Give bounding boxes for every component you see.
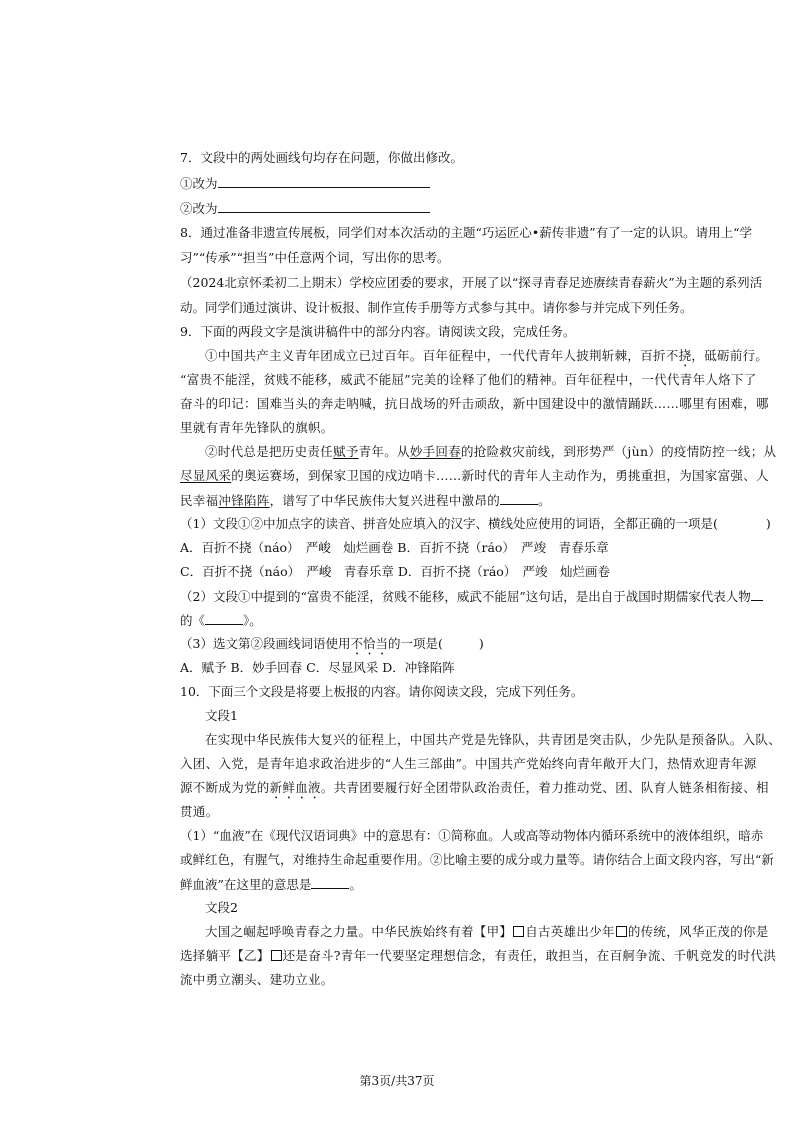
q9-s1-stem — [180, 516, 771, 532]
q10-s1-line-3 — [180, 876, 362, 893]
q10-text1-line-4: 贯通。 — [180, 804, 219, 819]
q9-s2-blank-1[interactable] — [751, 588, 763, 601]
punctuation-box[interactable] — [616, 926, 627, 937]
q10-text1-line-1: 在实现中华民族伟大复兴的征程上，中国共产党是先锋队，共青团是突击队，少先队是预备队。入队、 — [205, 732, 782, 747]
dotted-char: 挠 — [678, 348, 692, 363]
text-run: （1）文段①②中加点字的读音、拼音处应填入的汉字、横线处应使用的词语，全都正确的一项是( — [180, 516, 718, 531]
text-run: ) — [478, 636, 484, 651]
q9-s1-options-cd: C．百折不挠（náo） 严峻 青春乐章 D．百折不挠（ráo） 严竣 灿烂画卷 — [180, 564, 611, 579]
dotted-word: 新鲜血液 — [269, 780, 321, 795]
text-run: 选择躺平【乙】 — [180, 948, 270, 963]
text-run: 源不断成为党的 — [180, 780, 270, 795]
text-run: 》。 — [243, 613, 262, 628]
text-run: 民幸福 — [180, 493, 219, 508]
text-run: （3）选文第②段画线词语使用 — [180, 636, 351, 651]
q7-fix-1 — [180, 175, 430, 192]
q10-text2-line-1 — [205, 924, 769, 940]
q10-stem: 10．下面三个文段是将要上板报的内容。请你阅读文段，完成下列任务。 — [180, 684, 584, 699]
q7-fix-2-label: ②改为 — [180, 201, 218, 216]
underlined-word: 赋予 — [333, 444, 359, 459]
text-run: 的奥运赛场，到保家卫国的戍边哨卡……新时代的青年人主动作为，勇挑重担，为国家富强、人 — [231, 468, 769, 483]
q10-text2-line-3: 流中勇立潮头、建功立业。 — [180, 972, 334, 987]
text-run: 自古英雄出少年 — [525, 924, 615, 939]
text-run: 的一项是( — [387, 636, 443, 651]
text-run: 大国之崛起呼唤青春之力量。中华民族始终有着【甲】 — [205, 924, 513, 939]
text-run: 的传统，风华正茂的你是 — [627, 924, 769, 939]
q9-p2-line-3 — [180, 492, 551, 509]
q10-text1-line-3 — [180, 780, 769, 802]
q9-s2-blank-2[interactable] — [205, 612, 243, 625]
text-run: 青年。从 — [358, 444, 410, 459]
punctuation-box[interactable] — [271, 950, 282, 961]
q8-line-2: 习”“传承”“担当”中任意两个词，写出你的思考。 — [180, 250, 450, 265]
text-run: 鲜血液”在这里的意思是 — [180, 877, 312, 892]
text-run: ①中国共产主义青年团成立已过百年。百年征程中，一代代青年人披荆斩棘，百折不 — [205, 348, 679, 363]
q9-s3-options: A．赋予 B．妙手回春 C．尽显风采 D．冲锋陷阵 — [180, 660, 455, 675]
q9-s3-stem — [180, 636, 484, 658]
text-run: ②时代总是把历史责任 — [205, 444, 334, 459]
q9-p1-line-3: 奋斗的印记：国难当头的奔走呐喊，抗日战场的歼击顽敌，新中国建设中的激情踊跃……哪里有困难，哪 — [180, 396, 769, 411]
q10-text1-title: 文段1 — [205, 708, 238, 723]
q7-fix-1-blank[interactable] — [218, 175, 430, 188]
q9-p2-blank[interactable] — [500, 492, 538, 505]
page-footer: 第3页/共37页 — [359, 1074, 435, 1088]
text-run: ，砥砺前行。 — [691, 348, 769, 363]
intro-line-1: （2024北京怀柔初二上期末）学校应团委的要求，开展了以“探寻青春足迹赓续青春薪火”为主题的系列活 — [180, 275, 763, 290]
text-run: 。 — [538, 493, 551, 508]
q7-fix-2 — [180, 200, 430, 217]
underlined-word: 尽显风采 — [180, 468, 232, 483]
q10-text2-title: 文段2 — [205, 900, 238, 915]
q10-s1-blank[interactable] — [311, 876, 349, 889]
q9-s1-options-ab: A．百折不挠（náo） 严峻 灿烂画卷 B．百折不挠（ráo） 严竣 青春乐章 — [180, 540, 609, 555]
q9-stem: 9．下面的两段文字是演讲稿件中的部分内容。请阅读文段，完成任务。 — [180, 324, 576, 339]
q7-fix-2-blank[interactable] — [218, 200, 430, 213]
text-run: ，谱写了中华民族伟大复兴进程中激昂的 — [269, 493, 501, 508]
q10-text2-line-2 — [180, 948, 776, 964]
dotted-word: 不恰当 — [350, 636, 388, 651]
q7-fix-1-label: ①改为 — [180, 176, 218, 191]
text-run: 。 — [349, 877, 362, 892]
q10-text1-line-2: 入团、入党，是青年追求政治进步的“人生三部曲”。中国共产党始终向青年敞开大门，热情欢迎青年源 — [180, 756, 757, 771]
text-run: （2）文段①中提到的“富贵不能淫，贫贱不能移，威武不能屈”这句话，是出自于战国时期儒家代表人物 — [180, 589, 751, 604]
text-run: 还是奋斗?青年一代要坚定理想信念，有责任，敢担当，在百舸争流、千帆竞发的时代洪 — [282, 948, 777, 963]
text-run: ) — [765, 516, 771, 531]
punctuation-box[interactable] — [513, 926, 524, 937]
text-run: 的抢险救灾前线，到形势严（jùn）的疫情防控一线；从 — [461, 444, 777, 459]
intro-line-2: 动。同学们通过演讲、设计板报、制作宣传手册等方式参与其中。请你参与并完成下列任务。 — [180, 300, 693, 315]
q9-s2-line-2 — [180, 612, 262, 629]
q8-line-1: 8．通过准备非遗宣传展板，同学们对本次活动的主题“巧运匠心•薪传非遗”有了一定的认识。请用上“学 — [180, 225, 752, 240]
q10-s1-line-1: （1）“血液”在《现代汉语词典》中的意思有：①简称血。人或高等动物体内循环系统中的液体组织，暗赤 — [180, 828, 764, 843]
underlined-word: 冲锋陷阵 — [218, 493, 270, 508]
q10-s1-line-2: 或鲜红色，有腥气，对维持生命起重要作用。②比喻主要的成分或力量等。请你结合上面文段内容，写出“新 — [180, 852, 774, 867]
q9-p2-line-2 — [180, 468, 769, 484]
q9-s2-line-1 — [180, 588, 763, 605]
text-run: 。共青团要履行好全团带队政治责任，着力推动党、团、队育人链条相衔接、相 — [320, 780, 769, 795]
text-run: 的《 — [180, 613, 206, 628]
q7-stem: 7．文段中的两处画线句均存在问题，你做出修改。 — [180, 150, 463, 165]
underlined-word: 妙手回春 — [409, 444, 462, 459]
q9-p1-line-2: “富贵不能淫，贫贱不能移，威武不能屈”完美的诠释了他们的精神。百年征程中，一代代青年人烙下了 — [180, 372, 757, 387]
q9-p1-line-4: 里就有青年先锋队的旗帜。 — [180, 420, 334, 435]
q9-p1-line-1 — [205, 348, 768, 370]
q9-p2-line-1 — [205, 444, 776, 460]
